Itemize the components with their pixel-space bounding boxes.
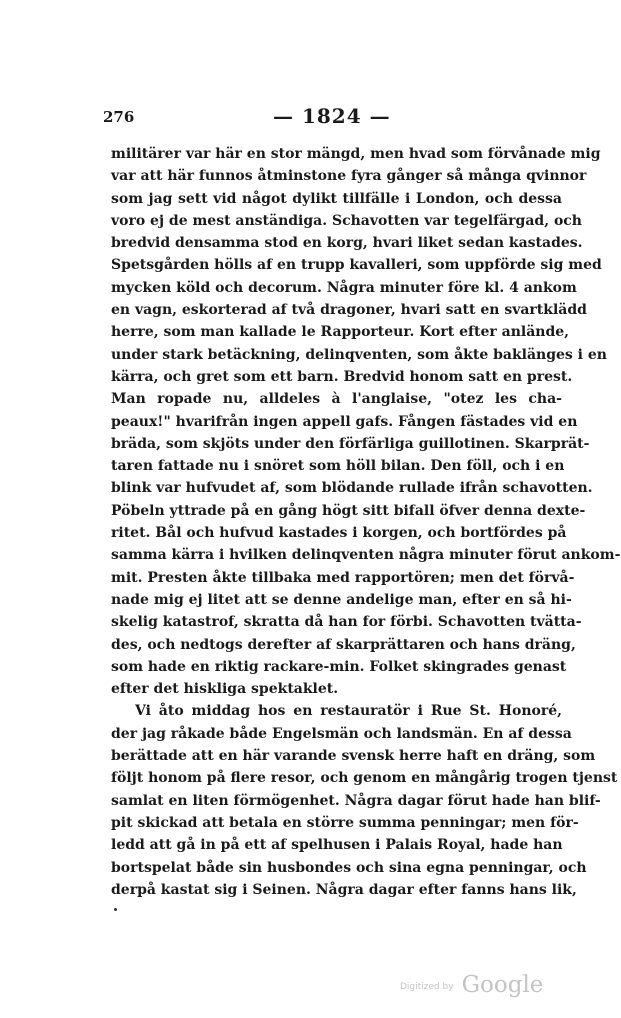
text-line: en vagn, eskorterad af två dragoner, hvari satt en svartklädd — [111, 302, 587, 319]
text-line: bredvid densamma stod en korg, hvari liket sedan kastades. — [111, 235, 583, 252]
text-line: pit skickad att betala en större summa penningar; men för- — [111, 814, 579, 831]
text-line: kärra, och gret som ett barn. Bredvid honom satt en prest. — [111, 368, 573, 385]
page-header — [103, 104, 563, 130]
paragraph-start-line: Vi åto middag hos en restauratör i Rue St. Honoré, — [135, 703, 562, 720]
text-line: ledd att gå in på ett af spelhusen i Palais Royal, hade han — [111, 837, 563, 854]
text-line: under stark betäckning, delinqventen, som åkte baklänges i en — [111, 346, 607, 363]
page-number: 276 — [103, 108, 135, 126]
text-line: des, och nedtogs derefter af skarprättaren och hans dräng, — [111, 636, 576, 653]
text-line: herre, som man kallade le Rapporteur. Kort efter anlände, — [111, 324, 570, 341]
text-line: som hade en riktig rackare-min. Folket skingrades genast — [111, 658, 567, 675]
text-line: skelig katastrof, skratta då han for förbi. Schavotten tvätta- — [111, 614, 582, 631]
text-line: Pöbeln yttrade på en gång högt sitt bifall öfver denna dexte- — [111, 502, 586, 519]
text-line: peaux!" hvarifrån ingen appell gafs. Fången fästades vid en — [111, 413, 578, 430]
body-text — [111, 143, 621, 901]
text-line: derpå kastat sig i Seinen. Några dagar efter fanns hans lik, — [111, 881, 577, 898]
text-line: bortspelat både sin husbondes och sina egna penningar, och — [111, 859, 587, 876]
text-line: var att här funnos åtminstone fyra gånger så många qvinnor — [111, 168, 587, 185]
watermark-brand: Google — [461, 972, 544, 998]
text-line: som jag sett vid något dylikt tillfälle i London, och dessa — [111, 190, 562, 207]
text-line: voro ej de mest anständiga. Schavotten var tegelfärgad, och — [111, 212, 582, 229]
text-line: berättade att en här varande svensk herre haft en dräng, som — [111, 748, 596, 765]
text-line: samma kärra i hvilken delinqventen några minuter förut ankom- — [111, 547, 621, 564]
text-line: taren fattade nu i snöret som höll bilan. Den föll, och i en — [111, 458, 565, 475]
text-line: nade mig ej litet att se denne andelige man, efter en så hi- — [111, 591, 572, 608]
stray-ink-dot — [114, 908, 117, 911]
text-line: mit. Presten åkte tillbaka med rapportören; men det förvå- — [111, 569, 575, 586]
text-line: ritet. Bål och hufvud kastades i korgen, och bortfördes på — [111, 525, 567, 542]
text-line: bräda, som skjöts under den förfärliga guillotinen. Skarprät- — [111, 435, 590, 452]
text-line: Man ropade nu, alldeles à l'anglaise, "otez les cha- — [111, 391, 562, 408]
text-line: mycken köld och decorum. Några minuter före kl. 4 ankom — [111, 279, 577, 296]
running-head: — 1824 — — [273, 104, 391, 128]
text-line: militärer var här en stor mängd, men hvad som förvånade mig — [111, 146, 601, 162]
text-line: blink var hufvudet af, som blödande rullade ifrån schavotten. — [111, 480, 593, 497]
watermark-prefix: Digitized by — [400, 982, 454, 992]
text-line: efter det hiskliga spektaklet. — [111, 681, 339, 698]
text-line: följt honom på flere resor, och genom en mångårig trogen tjenst — [111, 770, 618, 787]
text-line: samlat en liten förmögenhet. Några dagar förut hade han blif- — [111, 792, 601, 809]
text-line: der jag råkade både Engelsmän och landsmän. En af dessa — [111, 725, 572, 742]
digitized-watermark — [400, 972, 543, 998]
text-line: Spetsgården hölls af en trupp kavalleri, som uppförde sig med — [111, 257, 602, 274]
